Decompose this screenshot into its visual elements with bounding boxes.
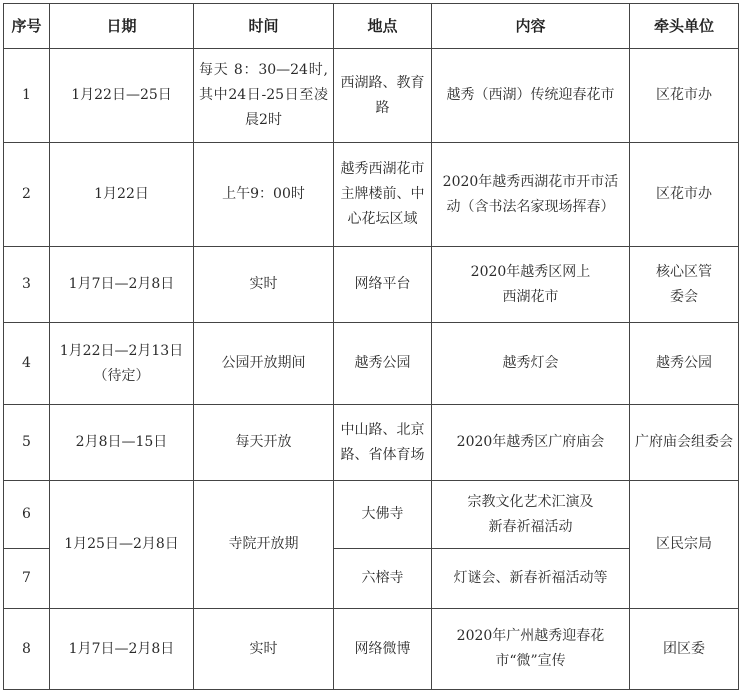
unit-cell: 广府庙会组委会: [630, 405, 739, 481]
time-cell: 每天开放: [194, 405, 334, 481]
table-header-row: [4, 4, 739, 49]
seq-cell: 4: [4, 323, 50, 405]
table-row: [4, 143, 739, 247]
content-cell: 2020年越秀西湖花市开市活动（含书法名家现场挥春）: [432, 143, 630, 247]
unit-cell: 区民宗局: [630, 481, 739, 609]
date-cell: 2月8日—15日: [50, 405, 194, 481]
content-cell: 2020年越秀区广府庙会: [432, 405, 630, 481]
unit-cell: 越秀公园: [630, 323, 739, 405]
date-cell: 1月7日—2月8日: [50, 247, 194, 323]
place-cell: 大佛寺: [334, 481, 432, 549]
time-cell: 每天 8：30—24时,其中24日-25日至凌晨2时: [194, 49, 334, 143]
seq-cell: 2: [4, 143, 50, 247]
content-cell: 宗教文化艺术汇演及新春祈福活动: [432, 481, 630, 549]
seq-cell: 6: [4, 481, 50, 549]
time-cell: 寺院开放期: [194, 481, 334, 609]
time-cell: 公园开放期间: [194, 323, 334, 405]
seq-cell: 1: [4, 49, 50, 143]
seq-cell: 3: [4, 247, 50, 323]
content-cell: 越秀灯会: [432, 323, 630, 405]
table-row: [4, 609, 739, 690]
header-date: 日期: [50, 4, 194, 49]
time-cell: 实时: [194, 247, 334, 323]
place-cell: 越秀公园: [334, 323, 432, 405]
header-unit: 牵头单位: [630, 4, 739, 49]
table-row: [4, 49, 739, 143]
seq-cell: 8: [4, 609, 50, 690]
seq-cell: 5: [4, 405, 50, 481]
content-cell: 越秀（西湖）传统迎春花市: [432, 49, 630, 143]
table-row: [4, 481, 739, 549]
content-cell: 2020年越秀区网上西湖花市: [432, 247, 630, 323]
unit-cell: 团区委: [630, 609, 739, 690]
place-cell: 中山路、北京路、省体育场: [334, 405, 432, 481]
table-row: [4, 323, 739, 405]
table-row: [4, 405, 739, 481]
table-row: [4, 247, 739, 323]
header-time: 时间: [194, 4, 334, 49]
unit-cell: 区花市办: [630, 49, 739, 143]
event-schedule-table: [3, 3, 739, 690]
place-cell: 越秀西湖花市主牌楼前、中心花坛区域: [334, 143, 432, 247]
header-content: 内容: [432, 4, 630, 49]
seq-cell: 7: [4, 549, 50, 609]
header-place: 地点: [334, 4, 432, 49]
time-cell: 实时: [194, 609, 334, 690]
header-seq: 序号: [4, 4, 50, 49]
date-cell: 1月22日: [50, 143, 194, 247]
date-cell: 1月7日—2月8日: [50, 609, 194, 690]
date-cell: 1月22日—25日: [50, 49, 194, 143]
content-cell: 2020年广州越秀迎春花市“微”宣传: [432, 609, 630, 690]
place-cell: 西湖路、教育路: [334, 49, 432, 143]
place-cell: 网络平台: [334, 247, 432, 323]
unit-cell: 核心区管委会: [630, 247, 739, 323]
place-cell: 网络微博: [334, 609, 432, 690]
content-cell: 灯谜会、新春祈福活动等: [432, 549, 630, 609]
unit-cell: 区花市办: [630, 143, 739, 247]
time-cell: 上午9：00时: [194, 143, 334, 247]
date-cell: 1月22日—2月13日（待定）: [50, 323, 194, 405]
place-cell: 六榕寺: [334, 549, 432, 609]
date-cell: 1月25日—2月8日: [50, 481, 194, 609]
